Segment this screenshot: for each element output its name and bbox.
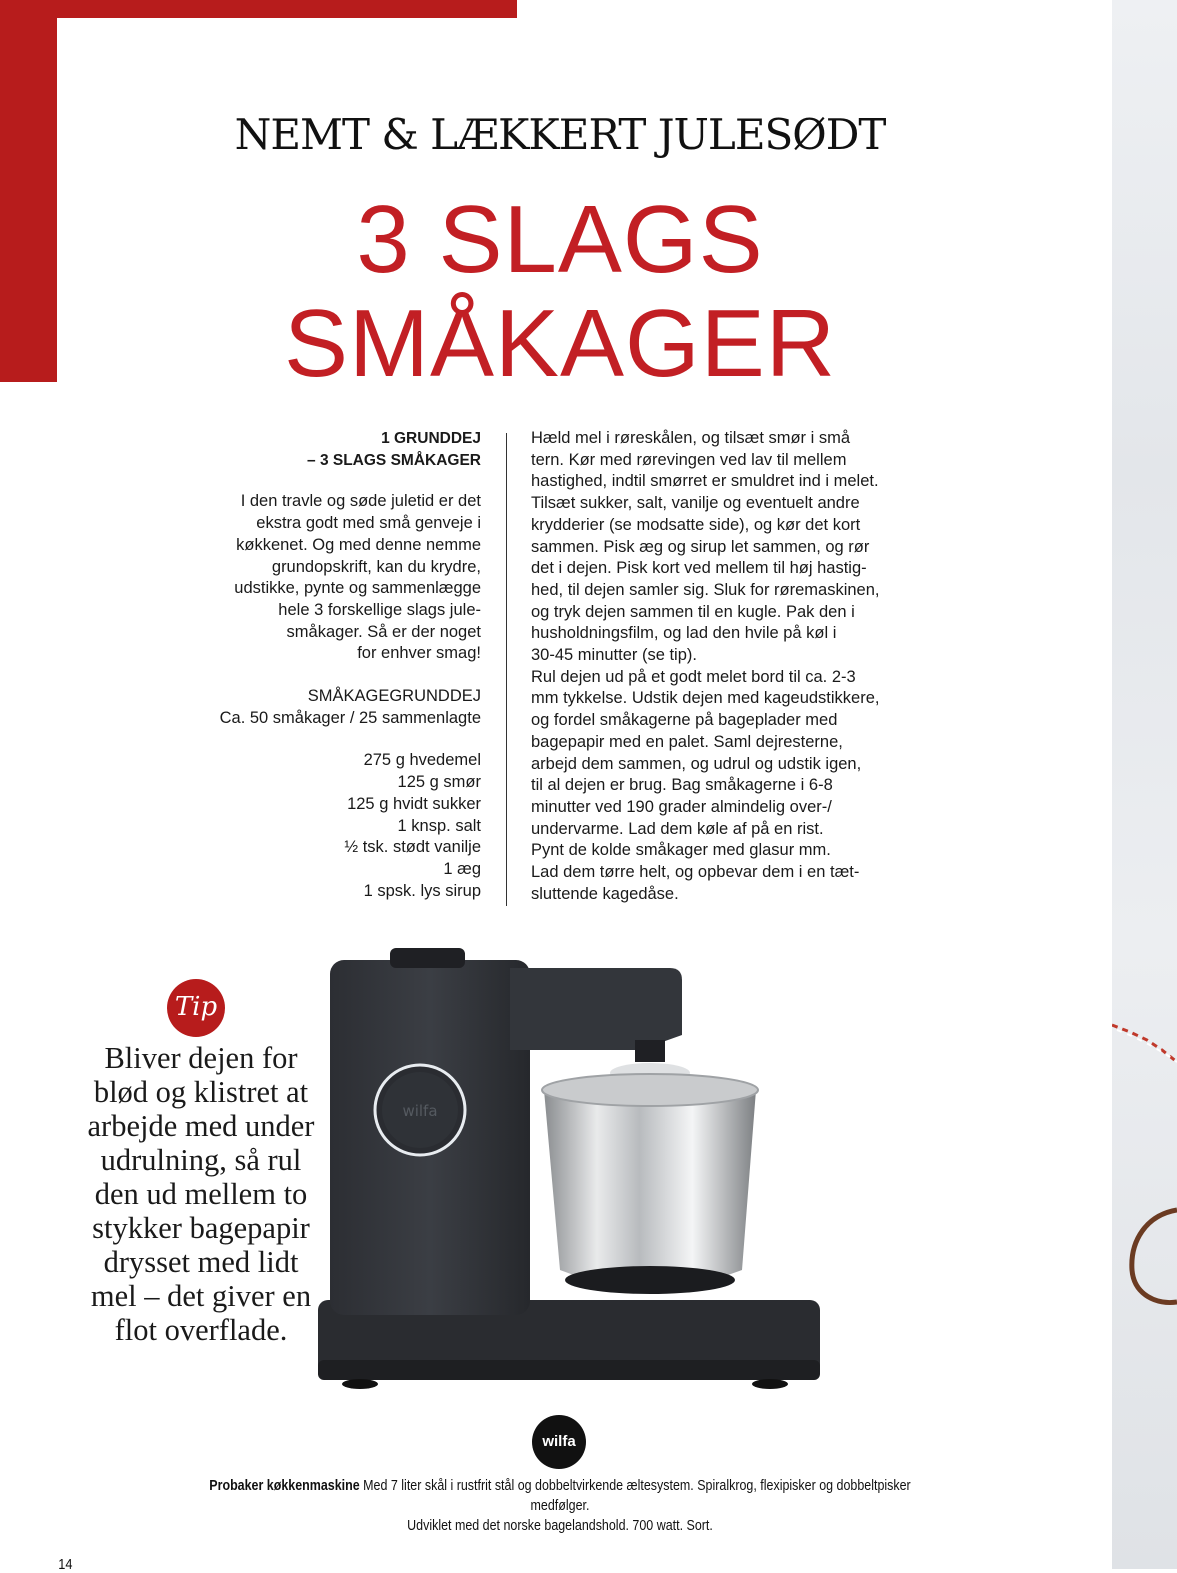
red-accent-bar-top — [0, 0, 517, 18]
method-line: Lad dem tørre helt, og opbevar dem i en tæt- — [531, 863, 860, 882]
method-line: Rul dejen ud på et godt melet bord til ca. 2-3 — [531, 667, 856, 686]
method-line: undervarme. Lad dem køle af på en rist. — [531, 819, 824, 838]
tip-line: mel – det giver en — [90, 1279, 312, 1313]
method-line: minutter ved 190 grader almindelig over-/ — [531, 797, 832, 816]
method-line: Tilsæt sukker, salt, vanilje og eventuelt andre — [531, 494, 860, 513]
ingredient-item: 275 g hvedemel — [363, 751, 481, 770]
intro-line: grundopskrift, kan du krydre, — [271, 557, 481, 576]
method-line: 30-45 minutter (se tip). — [531, 646, 697, 665]
page-title — [150, 188, 970, 396]
method-line: det i dejen. Pisk kort ved mellem til høj hastig- — [531, 559, 867, 578]
method-line: hastighed, indtil smørret er smuldret ind i melet. — [531, 472, 879, 491]
wilfa-logo: wilfa — [532, 1415, 586, 1469]
method-line: krydderier (se modsatte side), og kør det kort — [531, 515, 861, 534]
product-description: Med 7 liter skål i rustfrit stål og dobbeltvirkende æltesystem. Spiralkrog, flexipisker og dobbeltpisker medfølger. — [363, 1478, 911, 1514]
method-line: og tryk dejen sammen til en kugle. Pak den i — [531, 602, 855, 621]
marble-photo-edge — [1112, 0, 1177, 1569]
recipe-method — [531, 428, 946, 905]
column-divider — [506, 433, 507, 906]
method-line: husholdningsfilm, og lad den hvile på køl i — [531, 624, 837, 643]
ingredient-item: 1 æg — [443, 859, 481, 878]
tip-line: stykker bagepapir — [92, 1211, 310, 1245]
intro-line: ekstra godt med små genveje i — [256, 514, 481, 533]
section-kicker: NEMT & LÆKKERT JULESØDT — [234, 110, 886, 159]
intro-line: hele 3 forskellige slags jule- — [278, 600, 481, 619]
product-description-line-2: Udviklet med det norske bagelandshold. 700 watt. Sort. — [407, 1518, 713, 1534]
recipe-left-column — [150, 428, 481, 902]
intro-line: for enhver smag! — [357, 644, 481, 663]
ingredient-item: ½ tsk. stødt vanilje — [344, 838, 481, 857]
title-line-2: SMÅKAGER — [283, 290, 837, 397]
intro-line: småkager. Så er der noget — [286, 622, 481, 641]
method-line: Pynt de kolde småkager med glasur mm. — [531, 841, 831, 860]
ingredient-item: 125 g hvidt sukker — [347, 794, 481, 813]
recipe-subhead — [150, 428, 481, 471]
ingredient-item: 125 g smør — [397, 773, 481, 792]
product-name: Probaker køkkenmaskine — [209, 1478, 360, 1494]
method-line: og fordel småkagerne på bageplader med — [531, 711, 838, 730]
method-line: sammen. Pisk æg og sirup let sammen, og rør — [531, 537, 870, 556]
ingredient-item: 1 knsp. salt — [397, 816, 481, 835]
tip-line: udrulning, så rul — [100, 1143, 302, 1177]
tip-line: flot overflade. — [114, 1313, 288, 1347]
dough-title: SMÅKAGEGRUNDDEJ — [307, 687, 481, 706]
method-line: sluttende kagedåse. — [531, 884, 679, 903]
method-line: til al dejen er brug. Bag småkagerne i 6-8 — [531, 776, 833, 795]
method-line: bagepapir med en palet. Saml dejresterne, — [531, 732, 843, 751]
title-line-1: 3 SLAGS — [356, 186, 764, 293]
red-accent-bar-left — [0, 0, 57, 382]
stand-mixer-image — [310, 940, 850, 1415]
method-line: hed, til dejen samler sig. Sluk for røremaskinen, — [531, 580, 880, 599]
tip-line: drysset med lidt — [103, 1245, 299, 1279]
method-line: Hæld mel i røreskålen, og tilsæt smør i små — [531, 429, 851, 447]
tip-line: Bliver dejen for — [104, 1041, 298, 1075]
subhead-line-1: 1 GRUNDDEJ — [381, 430, 481, 447]
tip-badge: Tip — [167, 979, 225, 1037]
method-line: arbejd dem sammen, og udrul og udstik igen, — [531, 754, 862, 773]
method-line: tern. Kør med rørevingen ved lav til mellem — [531, 450, 847, 469]
page-number: 14 — [58, 1556, 73, 1573]
svg-text:wilfa: wilfa — [402, 1102, 438, 1120]
tip-text — [78, 1041, 324, 1347]
recipe-intro — [150, 491, 481, 665]
tip-line: den ud mellem to — [94, 1177, 308, 1211]
product-caption — [199, 1476, 921, 1536]
tip-line: blød og klistret at — [93, 1075, 309, 1109]
intro-line: køkkenet. Og med denne nemme — [236, 535, 481, 554]
intro-line: udstikke, pynte og sammenlægge — [234, 579, 481, 598]
intro-line: I den travle og søde juletid er det — [240, 492, 481, 511]
ingredient-list — [150, 750, 481, 902]
subhead-line-2: – 3 SLAGS SMÅKAGER — [307, 451, 481, 469]
recipe-yield: Ca. 50 småkager / 25 sammenlagte — [219, 708, 481, 727]
ingredient-item: 1 spsk. lys sirup — [363, 881, 481, 900]
method-line: mm tykkelse. Udstik dejen med kageudstikkere, — [531, 689, 880, 708]
tip-line: arbejde med under — [87, 1109, 315, 1143]
